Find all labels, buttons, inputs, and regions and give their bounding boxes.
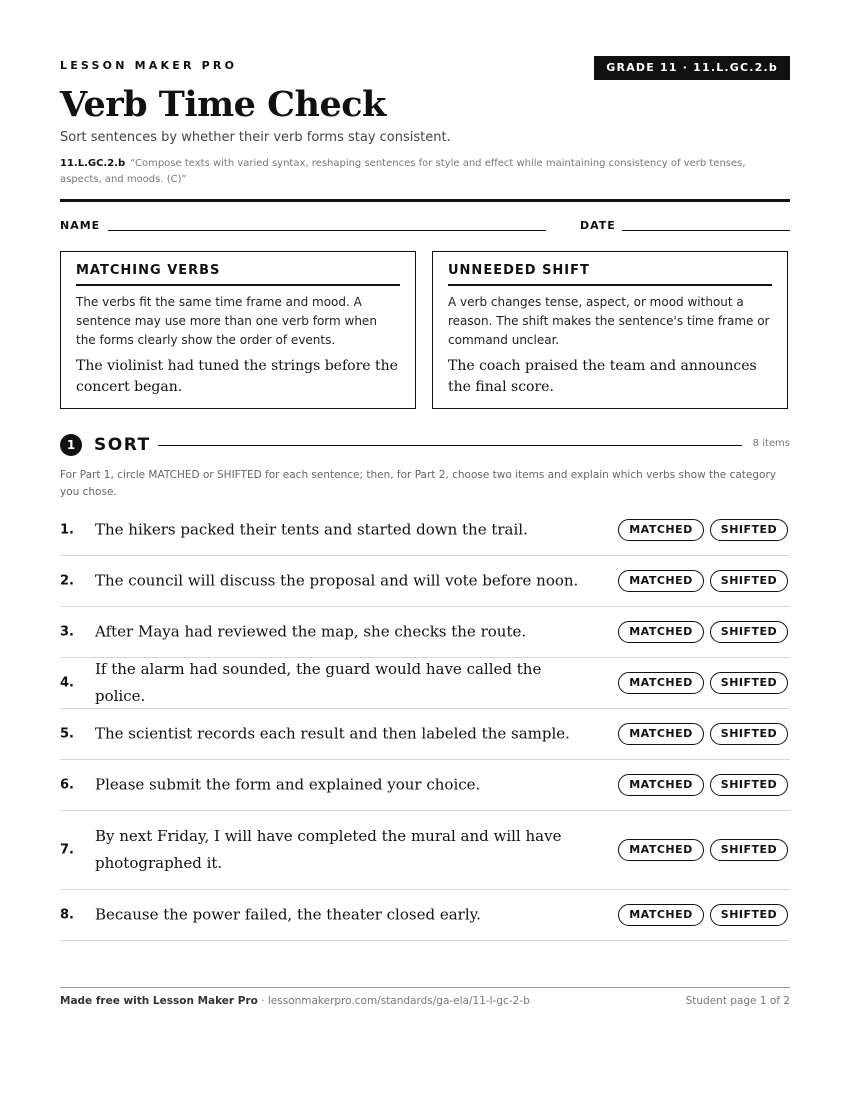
definition-heading: MATCHING VERBS <box>76 263 400 286</box>
sort-item <box>60 811 790 890</box>
section-title: SORT <box>94 435 151 455</box>
footer-separator: · <box>257 995 268 1007</box>
matched-choice[interactable]: MATCHED <box>618 672 704 694</box>
brand-name: LESSON MAKER PRO <box>60 59 238 72</box>
item-sentence: The hikers packed their tents and started down the trail. <box>95 520 528 539</box>
item-number: 8. <box>60 907 74 923</box>
shifted-choice[interactable]: SHIFTED <box>710 672 788 694</box>
item-sentence: Please submit the form and explained your choice. <box>95 775 481 794</box>
standard-description <box>60 156 790 188</box>
section-divider <box>158 445 742 446</box>
date-field[interactable] <box>622 230 790 231</box>
definition-description: The verbs fit the same time frame and mood. A sentence may use more than one verb form when the forms clearly show the order of events. <box>76 295 377 347</box>
definition-unneeded-shift <box>432 251 788 409</box>
shifted-choice[interactable]: SHIFTED <box>710 839 788 861</box>
footer-url[interactable]: lessonmakerpro.com/standards/ga-ela/11-l-gc-2-b <box>267 995 530 1007</box>
name-date-row <box>60 219 790 235</box>
definition-example: The coach praised the team and announces the final score. <box>448 358 757 395</box>
definition-heading: UNNEEDED SHIFT <box>448 263 772 286</box>
matched-choice[interactable]: MATCHED <box>618 570 704 592</box>
choice-group <box>618 570 788 592</box>
choice-group <box>618 723 788 745</box>
definition-matching-verbs <box>60 251 416 409</box>
item-sentence: The scientist records each result and then labeled the sample. <box>95 724 570 743</box>
name-field[interactable] <box>108 230 546 231</box>
standard-text: “Compose texts with varied syntax, reshaping sentences for style and effect while maintaining consistency of verb tenses, aspects, and moods. (C)” <box>60 158 746 185</box>
header-divider <box>60 199 790 202</box>
footer-made-with: Made free with Lesson Maker Pro <box>60 995 258 1007</box>
matched-choice[interactable]: MATCHED <box>618 904 704 926</box>
matched-choice[interactable]: MATCHED <box>618 723 704 745</box>
choice-group <box>618 839 788 861</box>
item-number: 4. <box>60 675 74 691</box>
item-sentence: After Maya had reviewed the map, she checks the route. <box>95 622 527 641</box>
standard-code: 11.L.GC.2.b <box>60 158 126 169</box>
date-label: DATE <box>580 219 616 232</box>
shifted-choice[interactable]: SHIFTED <box>710 519 788 541</box>
item-number: 5. <box>60 726 74 742</box>
item-number: 2. <box>60 573 74 589</box>
item-number: 3. <box>60 624 74 640</box>
matched-choice[interactable]: MATCHED <box>618 519 704 541</box>
section-instructions: For Part 1, circle MATCHED or SHIFTED for each sentence; then, for Part 2, choose two items and explain which verbs show the category you chose. <box>60 469 777 498</box>
sort-item <box>60 658 790 709</box>
sort-item <box>60 556 790 607</box>
item-sentence: The council will discuss the proposal and will vote before noon. <box>95 571 579 590</box>
footer-divider <box>60 987 790 988</box>
top-bar <box>60 56 790 80</box>
shifted-choice[interactable]: SHIFTED <box>710 774 788 796</box>
sort-item <box>60 505 790 556</box>
worksheet-title: Verb Time Check <box>60 84 386 125</box>
item-number: 7. <box>60 842 74 858</box>
matched-choice[interactable]: MATCHED <box>618 774 704 796</box>
choice-group <box>618 904 788 926</box>
item-sentence: By next Friday, I will have completed the mural and will have photographed it. <box>95 827 562 872</box>
page-footer <box>60 995 790 1007</box>
sort-item <box>60 760 790 811</box>
name-label: NAME <box>60 219 101 232</box>
item-sentence: If the alarm had sounded, the guard would have called the police. <box>95 660 542 705</box>
section-number-badge: 1 <box>60 434 82 456</box>
sort-item-list <box>60 505 790 941</box>
definition-example: The violinist had tuned the strings before the concert began. <box>76 358 398 395</box>
item-number: 1. <box>60 522 74 538</box>
sort-item <box>60 607 790 658</box>
item-number: 6. <box>60 777 74 793</box>
sort-item <box>60 890 790 941</box>
definition-description: A verb changes tense, aspect, or mood without a reason. The shift makes the sentence's time frame or command unclear. <box>448 295 770 347</box>
section-header <box>60 434 790 456</box>
matched-choice[interactable]: MATCHED <box>618 839 704 861</box>
grade-badge: GRADE 11 · 11.L.GC.2.b <box>594 56 790 80</box>
choice-group <box>618 621 788 643</box>
shifted-choice[interactable]: SHIFTED <box>710 570 788 592</box>
shifted-choice[interactable]: SHIFTED <box>710 723 788 745</box>
item-count: 8 items <box>752 438 790 449</box>
choice-group <box>618 774 788 796</box>
choice-group <box>618 672 788 694</box>
choice-group <box>618 519 788 541</box>
shifted-choice[interactable]: SHIFTED <box>710 904 788 926</box>
shifted-choice[interactable]: SHIFTED <box>710 621 788 643</box>
page-indicator: Student page 1 of 2 <box>685 995 790 1007</box>
worksheet-page <box>60 0 790 1100</box>
worksheet-subtitle: Sort sentences by whether their verb forms stay consistent. <box>60 130 451 145</box>
matched-choice[interactable]: MATCHED <box>618 621 704 643</box>
sort-item <box>60 709 790 760</box>
item-sentence: Because the power failed, the theater closed early. <box>95 905 481 924</box>
